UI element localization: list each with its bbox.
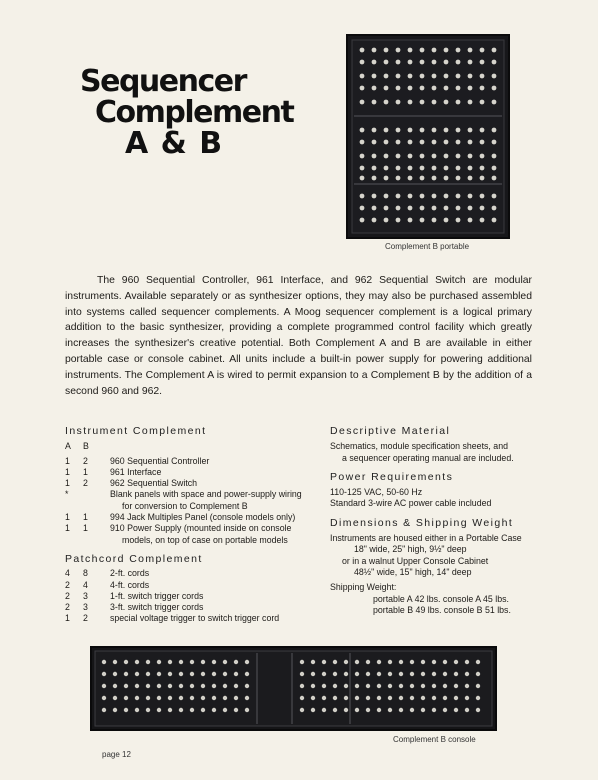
instrument-item-text: 910 Power Supply (mounted inside on console xyxy=(110,523,292,534)
dimensions-heading: Dimensions & Shipping Weight xyxy=(330,516,514,529)
power-line-2: Standard 3-wire AC power cable included xyxy=(330,498,492,509)
patchcord-complement-heading: Patchcord Complement xyxy=(65,552,203,565)
right-column xyxy=(330,426,535,616)
patchcord-row xyxy=(65,602,320,613)
title-line-2: Complement xyxy=(95,95,294,130)
instrument-item xyxy=(110,523,320,546)
dims-line-1: Instruments are housed either in a Portable Case xyxy=(330,533,522,544)
left-column xyxy=(65,426,320,625)
patchcord-list xyxy=(65,568,320,624)
patchcord-item-text: 1-ft. switch trigger cords xyxy=(110,590,204,601)
patchcord-qty-a: 2 xyxy=(65,590,70,601)
instrument-item xyxy=(110,512,320,523)
instrument-item xyxy=(110,489,320,512)
instrument-item-text: 962 Sequential Switch xyxy=(110,478,198,489)
patchcord-row xyxy=(65,613,320,624)
patchcord-item-text: special voltage trigger to switch trigger cord xyxy=(110,613,280,624)
title-line-3: A & B xyxy=(125,126,224,161)
dims-line-4: 48½" wide, 15" high, 14" deep xyxy=(354,566,472,577)
col-a-label: A xyxy=(65,441,71,452)
patchcord-item xyxy=(110,602,320,613)
power-requirements-heading: Power Requirements xyxy=(330,470,454,483)
patchcord-row xyxy=(65,580,320,591)
patchcord-qty-b: 8 xyxy=(83,568,88,579)
instrument-qty-b: 1 xyxy=(83,523,88,534)
caption-console: Complement B console xyxy=(393,735,476,744)
instrument-qty-b: 2 xyxy=(83,478,88,489)
patchcord-item-text: 3-ft. switch trigger cords xyxy=(110,602,204,613)
dims-line-2: 18" wide, 25" high, 9½" deep xyxy=(354,544,467,555)
shipping-weight-line-1: portable A 42 lbs. console A 45 lbs. xyxy=(373,593,509,604)
instrument-item xyxy=(110,456,320,467)
patchcord-item xyxy=(110,568,320,579)
patchcord-qty-b: 3 xyxy=(83,590,88,601)
shipping-weight-line-2: portable B 49 lbs. console B 51 lbs. xyxy=(373,604,511,615)
title-line-1: Sequencer xyxy=(80,64,246,99)
col-b-label: B xyxy=(83,441,89,452)
instrument-row xyxy=(65,512,320,523)
instrument-item-continuation: models, on top of case on portable models xyxy=(122,534,288,545)
instrument-complement-heading: Instrument Complement xyxy=(65,425,207,437)
shipping-weight-label: Shipping Weight: xyxy=(330,582,397,593)
complement-b-portable-photo xyxy=(346,34,510,239)
instrument-qty-a: 1 xyxy=(65,512,70,523)
instrument-qty-b: 2 xyxy=(83,455,88,466)
patchcord-qty-a: 4 xyxy=(65,568,70,579)
patchcord-item xyxy=(110,580,320,591)
instrument-item xyxy=(110,478,320,489)
power-line-1: 110-125 VAC, 50-60 Hz xyxy=(330,487,423,498)
patchcord-qty-b: 3 xyxy=(83,602,88,613)
page-title xyxy=(80,66,293,159)
instrument-qty-b: 1 xyxy=(83,466,88,477)
console-synth-image xyxy=(92,648,495,729)
instrument-column-header xyxy=(65,441,320,452)
descriptive-material-heading: Descriptive Material xyxy=(330,425,451,437)
page-number: page 12 xyxy=(102,750,131,759)
patchcord-row xyxy=(65,568,320,579)
instrument-item-text: 961 Interface xyxy=(110,466,162,477)
instrument-qty-a: 1 xyxy=(65,523,70,534)
instrument-row xyxy=(65,478,320,489)
instrument-item-continuation: for conversion to Complement B xyxy=(122,500,248,511)
instrument-list xyxy=(65,456,320,546)
instrument-qty-a: 1 xyxy=(65,455,70,466)
instrument-row xyxy=(65,456,320,467)
instrument-item-text: Blank panels with space and power-supply wiring xyxy=(110,489,302,500)
instrument-qty-b xyxy=(83,489,110,512)
dims-line-3: or in a walnut Upper Console Cabinet xyxy=(342,555,489,566)
patchcord-qty-a: 2 xyxy=(65,602,70,613)
instrument-qty-a: * xyxy=(65,489,69,500)
patchcord-item-text: 2-ft. cords xyxy=(110,568,150,579)
instrument-row xyxy=(65,523,320,546)
patchcord-qty-b: 2 xyxy=(83,613,88,624)
patchcord-qty-a: 2 xyxy=(65,579,70,590)
patchcord-item-text: 4-ft. cords xyxy=(110,579,150,590)
instrument-item-text: 960 Sequential Controller xyxy=(110,455,210,466)
instrument-qty-a: 1 xyxy=(65,466,70,477)
instrument-qty-a: 1 xyxy=(65,478,70,489)
instrument-qty-b: 1 xyxy=(83,512,88,523)
patchcord-row xyxy=(65,591,320,602)
patchcord-qty-a: 1 xyxy=(65,613,70,624)
patchcord-item xyxy=(110,613,320,624)
complement-b-console-photo xyxy=(90,646,497,731)
instrument-row xyxy=(65,489,320,512)
portable-synth-image xyxy=(348,36,508,237)
instrument-item-text: 994 Jack Multiples Panel (console models only) xyxy=(110,512,296,523)
descriptive-line-2: a sequencer operating manual are included. xyxy=(342,452,514,463)
intro-paragraph: The 960 Sequential Controller, 961 Interface, and 962 Sequential Switch are modular instruments. Available separately or as synthesizer options, they may also be purchased assembled into systems called sequencer complements. A Moog sequencer complement is a logical primary addition to the basic synthesizer, providing a complete programmed control facility which greatly increases the synthesizer's creative potential. Both Complement A and B are available in either portable case or console cabinet. All units include a built-in power supply for powering additional instruments. The Complement A is wired to permit expansion to a Complement B by the addition of a second 960 and 962. xyxy=(65,275,532,397)
patchcord-qty-b: 4 xyxy=(83,579,88,590)
descriptive-line-1: Schematics, module specification sheets, and xyxy=(330,441,508,452)
caption-portable: Complement B portable xyxy=(385,242,470,251)
patchcord-item xyxy=(110,591,320,602)
instrument-row xyxy=(65,467,320,478)
instrument-item xyxy=(110,467,320,478)
